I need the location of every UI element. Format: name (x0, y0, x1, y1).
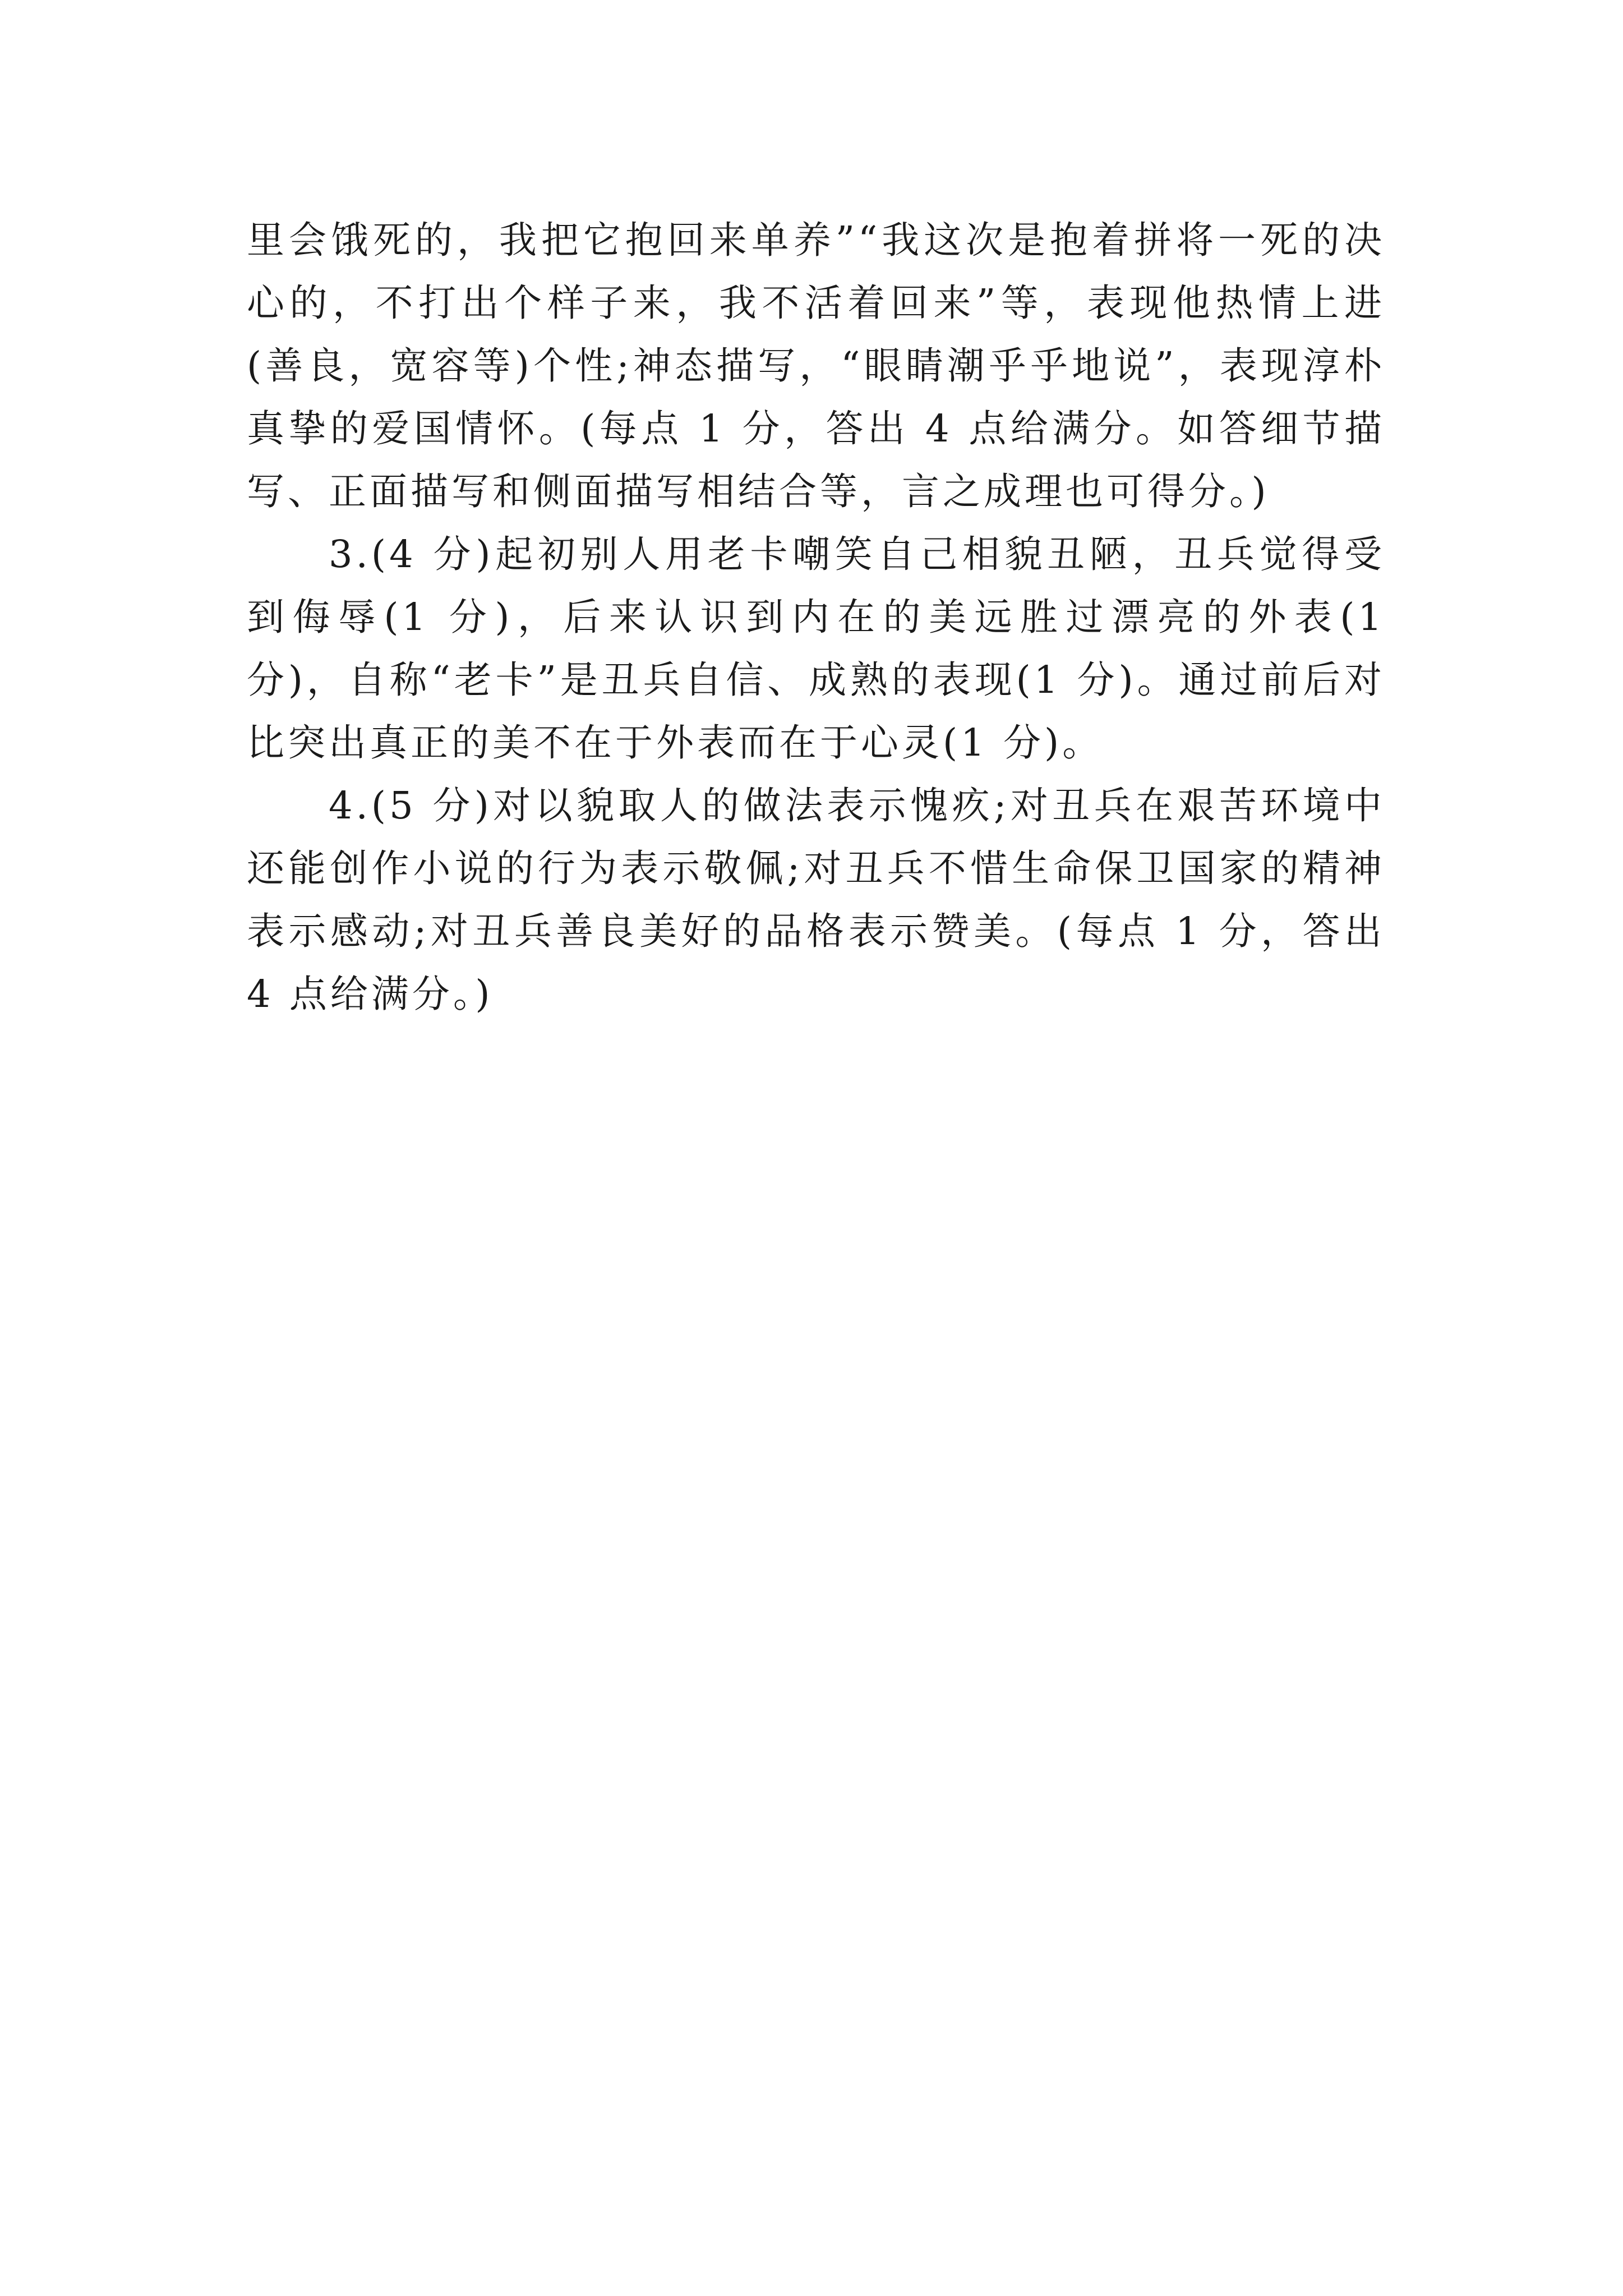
answer-text-block (247, 209, 1385, 1025)
answer-3-paragraph: 3.(4 分)起初别人用老卡嘲笑自己相貌丑陋，丑兵觉得受到侮辱(1 分)，后来认识到内在的美远胜过漂亮的外表(1 分)，自称“老卡”是丑兵自信、成熟的表现(1 分)。通过前后对比突出真正的美不在于外表而在于心灵(1 分)。 (247, 532, 1385, 765)
answer-2-continued-paragraph: 里会饿死的，我把它抱回来单养”“我这次是抱着拼将一死的决心的，不打出个样子来，我不活着回来”等，表现他热情上进(善良，宽容等)个性;神态描写，“眼睛潮乎乎地说”，表现淳朴真挚的爱国情怀。(每点 1 分，答出 4 点给满分。如答细节描写、正面描写和侧面描写相结合等，言之成理也可得分。) (247, 218, 1386, 513)
answer-4-paragraph: 4.(5 分)对以貌取人的做法表示愧疚;对丑兵在艰苦环境中还能创作小说的行为表示敬佩;对丑兵不惜生命保卫国家的精神表示感动;对丑兵善良美好的品格表示赞美。(每点 1 分，答出 4 点给满分。) (247, 784, 1385, 1016)
